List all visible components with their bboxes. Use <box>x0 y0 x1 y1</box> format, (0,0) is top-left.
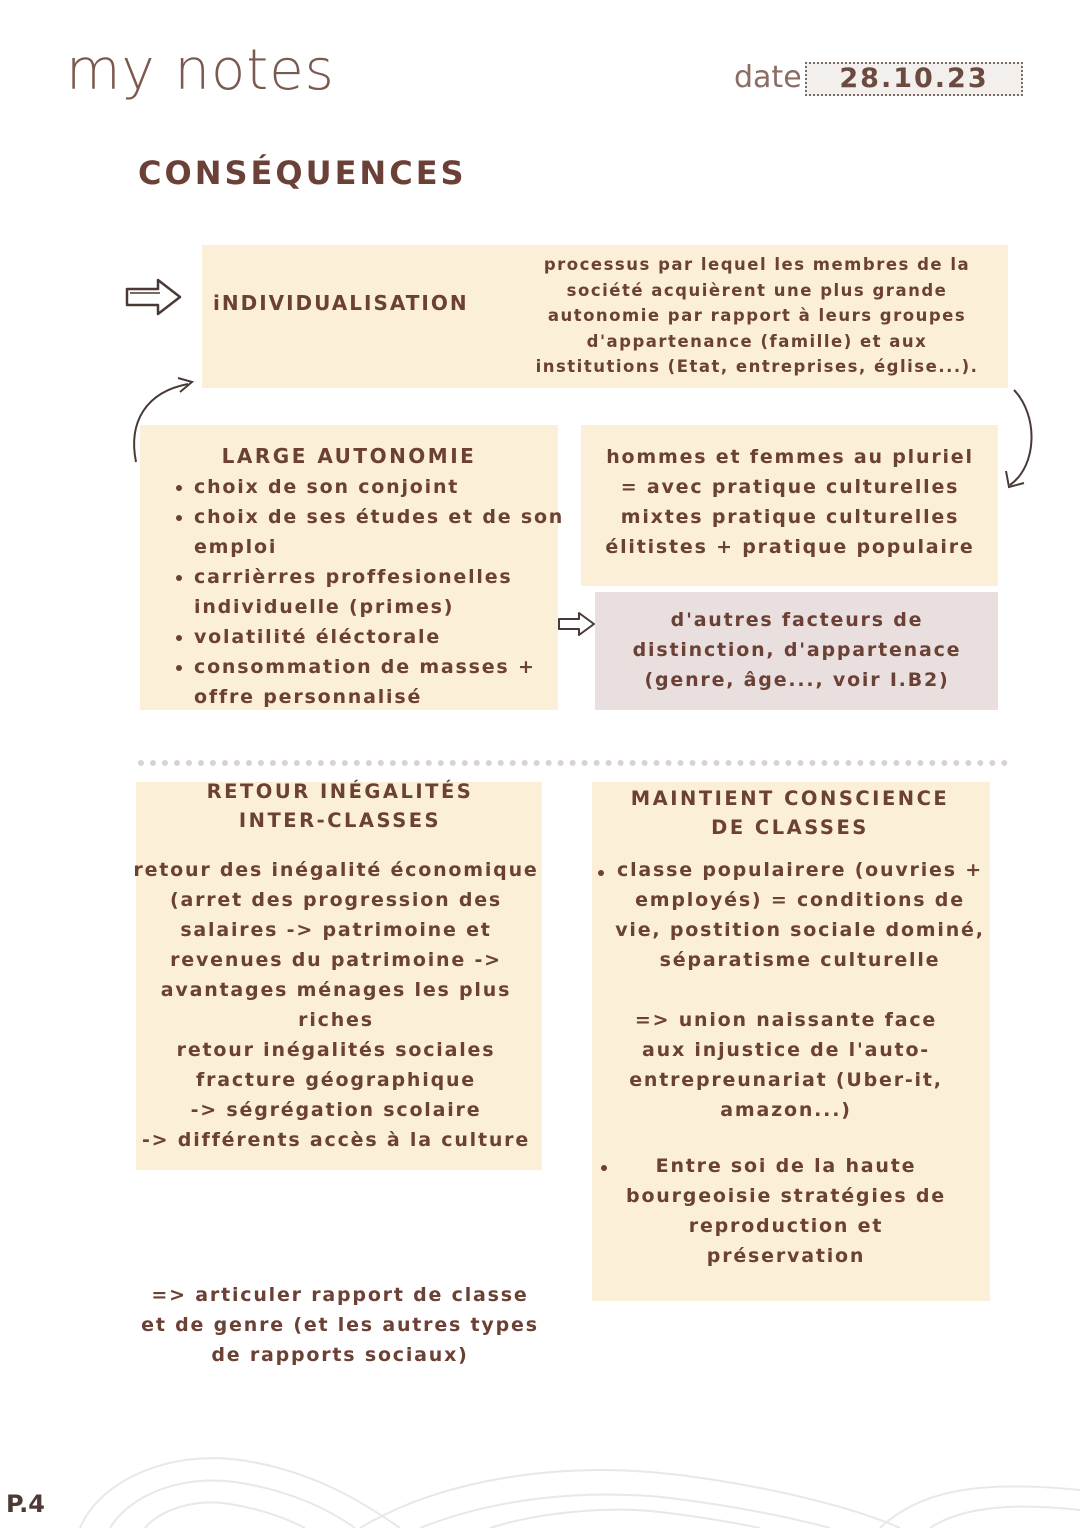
curved-arrow-right-icon <box>1002 385 1042 495</box>
list-item: retour inégalités sociales <box>176 1039 496 1061</box>
arrow-right-icon <box>124 276 184 318</box>
list-item: -> ségrégation scolaire <box>190 1099 482 1121</box>
retour-paragraph-sociales <box>128 1035 544 1155</box>
maintient-bullet-bourgeoisie: Entre soi de la haute bourgeoisie stratégies de reproduction et préservation <box>626 1155 946 1267</box>
arrow-right-icon <box>557 610 597 638</box>
maintient-title: MAINTIENT CONSCIENCE DE CLASSES <box>630 787 950 839</box>
list-item: -> différents accès à la culture <box>141 1129 531 1151</box>
decorative-swirl <box>60 1420 1080 1528</box>
divider <box>138 760 1008 766</box>
list-item: • choix de ses études et de son emploi <box>194 502 594 562</box>
list-item: fracture géographique <box>196 1069 476 1091</box>
autonomie-title: LARGE AUTONOMIE <box>221 444 477 468</box>
maintient-bullet-populaire: classe populairere (ouvries + employés) = conditions de vie, postition sociale dominé, séparatisme culturelle <box>615 859 985 971</box>
individualisation-definition: processus par lequel les membres de la société acquièrent une plus grande autonomie par rapport à leurs groupes d'appartenance (famille) et aux institutions (Etat, entreprises, église...). <box>535 255 979 376</box>
retour-paragraph-economique: retour des inégalité économique (arret des progression des salaires -> patrimoine et revenues du patrimoine -> avantages ménages les plus riches <box>133 859 539 1031</box>
pluriel-text: hommes et femmes au pluriel = avec pratique culturelles mixtes pratique culturelles élitistes + pratique populaire <box>605 446 975 558</box>
date-value: 28.10.23 <box>805 62 1023 96</box>
page-title: my notes <box>66 38 335 103</box>
section-heading: CONSÉQUENCES <box>138 154 467 192</box>
list-item: • volatilité éléctorale <box>194 622 594 652</box>
list-item: • choix de son conjoint <box>194 472 594 502</box>
facteurs-text: d'autres facteurs de distinction, d'appartenace (genre, âge..., voir I.B2) <box>632 609 962 691</box>
page-number: P.4 <box>6 1490 45 1518</box>
bullet-dot <box>598 870 604 876</box>
individualisation-label: iNDIVIDUALISATION <box>213 291 469 315</box>
autonomie-list <box>138 472 594 712</box>
retour-title: RETOUR INÉGALITÉS INTER-CLASSES <box>206 780 474 832</box>
list-item: • carrièrres proffesionelles individuelle (primes) <box>194 562 594 622</box>
date-label: date <box>734 60 802 95</box>
conclusion-text: => articuler rapport de classe et de genre (et les autres types de rapports sociaux) <box>141 1284 539 1366</box>
maintient-union: => union naissante face aux injustice de l'auto-entrepreunariat (Uber-it, amazon...) <box>629 1009 943 1121</box>
list-item: • consommation de masses + offre personnalisé <box>194 652 594 712</box>
